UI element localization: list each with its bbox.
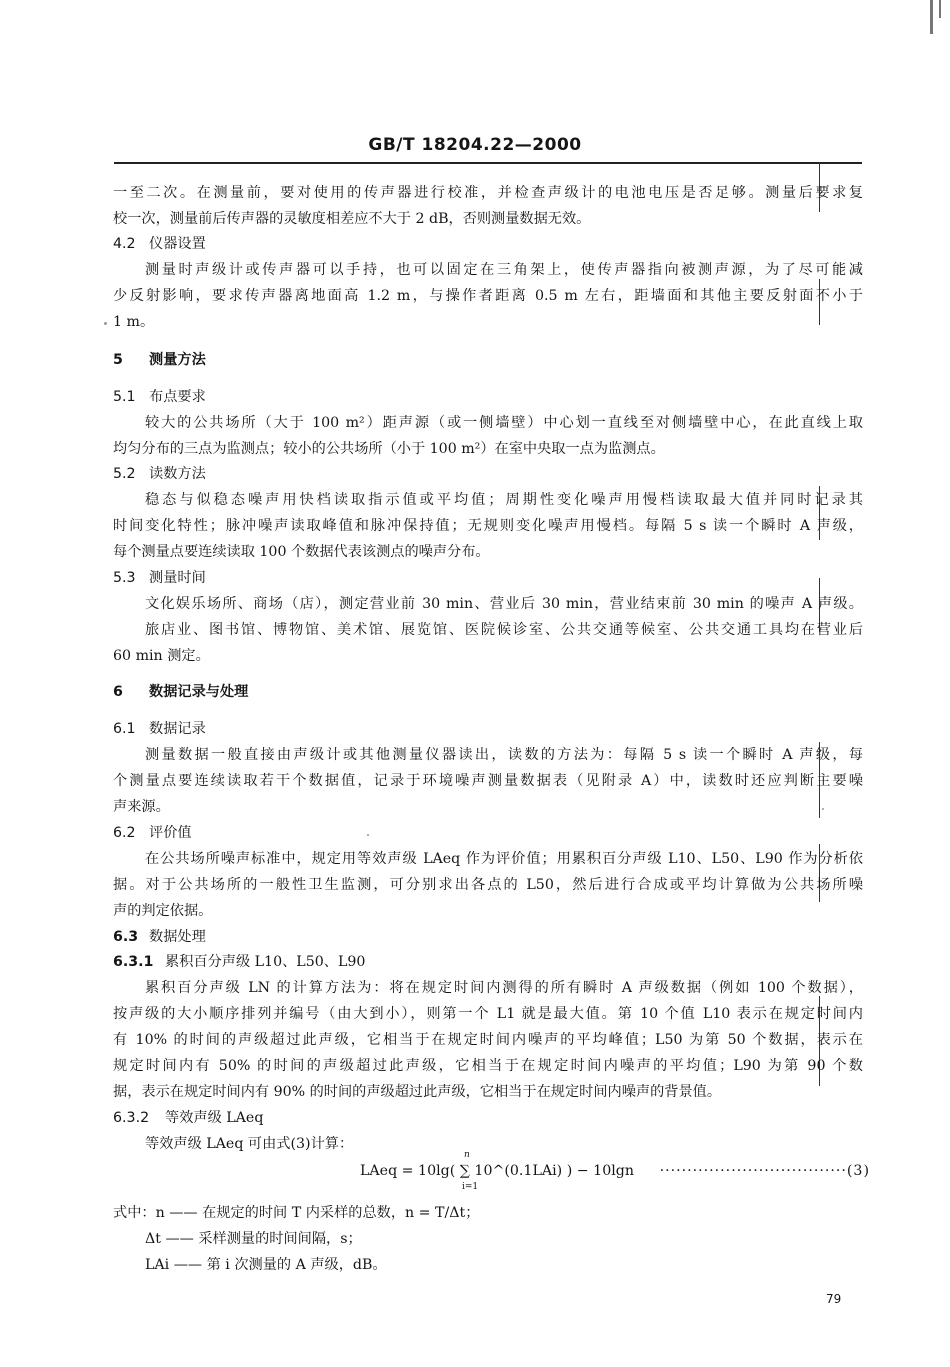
text-line: 时间变化特性；脉冲噪声读取峰值和脉冲保持值；无规则变化噪声用慢档。每隔 5 s 读一个瞬时 A 声级，: [113, 518, 863, 534]
section-heading-6: [113, 679, 248, 705]
section-number: 6.3: [113, 929, 139, 945]
text-line: 据。对于公共场所的一般性卫生监测，可分别求出各点的 L50，然后进行合成或平均计算做为公共场所噪: [113, 877, 863, 893]
section-heading-6-1: [113, 716, 206, 742]
standard-code-header: GB/T 18204.22—2000: [368, 135, 582, 155]
section-number: 4.2: [113, 236, 136, 252]
text-line: 声来源。: [113, 799, 170, 815]
section-number: 5.2: [113, 466, 136, 482]
section-number: 5.3: [113, 570, 136, 586]
section-heading-4-2: [113, 231, 206, 257]
text-line: 一至二次。在测量前，要对使用的传声器进行校准，并检查声级计的电池电压是否足够。测量后要求复: [113, 185, 863, 201]
section-title: 累积百分声级 L10、L50、L90: [165, 954, 366, 970]
equation-rhs: ) − 10lgn: [566, 1163, 634, 1179]
text-line: 测量时声级计或传声器可以手持，也可以固定在三角架上，使传声器指向被测声源，为了尽可能减: [145, 262, 863, 278]
section-number: 6.1: [113, 721, 136, 737]
text-line: 较大的公共场所（大于 100 m²）距声源（或一侧墙壁）中心划一直线至对侧墙壁中心，在此直线上取: [145, 415, 863, 431]
equation-3: [360, 1152, 870, 1196]
text-line: 测量数据一般直接由声级计或其他测量仪器读出，读数的方法为：每隔 5 s 读一个瞬时 A 声级，每: [145, 747, 863, 763]
section-title: 测量方法: [149, 352, 206, 368]
text-line: 累积百分声级 LN 的计算方法为：将在规定时间内测得的所有瞬时 A 声级数据（例如 100 个数据），: [145, 980, 863, 996]
text-line: 个测量点要连续读取若干个数据值，记录于环境噪声测量数据表（见附录 A）中，读数时还应判断主要噪: [113, 773, 863, 789]
scan-edge-mark: [930, 0, 933, 34]
section-title: 测量时间: [149, 570, 206, 586]
text-line: 均匀分布的三点为监测点；较小的公共场所（小于 100 m²）在室中央取一点为监测点。: [113, 441, 665, 457]
section-number: 6.3.1: [113, 954, 154, 970]
text-line: 文化娱乐场所、商场（店），测定营业前 30 min、营业后 30 min，营业结束前 30 min 的噪声 A 声级。: [145, 596, 863, 612]
section-number: 5: [113, 352, 123, 368]
equation-number: ··································(3): [659, 1163, 870, 1179]
text-line: 校一次，测量前后传声器的灵敏度相差应不大于 2 dB，否则测量数据无效。: [113, 211, 591, 227]
equation-lhs: LAeq = 10lg(: [360, 1163, 456, 1179]
equation-expression: [360, 1158, 634, 1184]
text-line: 规定时间内有 50% 的时间的声级超过此声级，它相当于在规定时间内噪声的平均值；L90 为第 90 个数: [113, 1058, 863, 1074]
section-title: 布点要求: [149, 389, 206, 405]
section-title: 读数方法: [149, 466, 206, 482]
definition-n: 式中：n —— 在规定的时间 T 内采样的总数，n = T/Δt；: [113, 1205, 480, 1221]
section-title: 数据记录: [149, 721, 206, 737]
text-line: 60 min 测定。: [113, 648, 210, 664]
text-line: 等效声级 LAeq 可由式(3)计算：: [145, 1136, 354, 1152]
text-line: 有 10% 的时间的声级超过此声级，它相当于在规定时间内噪声的平均峰值；L50 为第 50 个数据，表示在: [113, 1032, 863, 1048]
section-heading-5-1: [113, 384, 206, 410]
section-heading-5-3: [113, 565, 206, 591]
definition-delta-t: Δt —— 采样测量的时间间隔，s；: [145, 1231, 362, 1247]
text-line: 每个测量点要连续读取 100 个数据代表该测点的噪声分布。: [113, 544, 490, 560]
section-number: 6.2: [113, 825, 136, 841]
section-heading-6-2: [113, 820, 192, 846]
text-line: 据，表示在规定时间内有 90% 的时间的声级超过此声级，它相当于在规定时间内噪声的背景值。: [113, 1084, 722, 1100]
scan-speck: [104, 322, 107, 325]
definition-lai: LAi —— 第 i 次测量的 A 声级，dB。: [145, 1257, 387, 1273]
equation-sum-term: ∑ 10^(0.1LAi): [459, 1163, 563, 1179]
section-heading-6-3-2: [113, 1105, 263, 1131]
section-number: 6.3.2: [113, 1110, 150, 1126]
sum-upper-limit: n: [464, 1150, 470, 1160]
text-line: 声的判定依据。: [113, 903, 213, 919]
text-line: 少反射影响，要求传声器离地面高 1.2 m，与操作者距离 0.5 m 左右，距墙面和其他主要反射面不小于: [113, 288, 863, 304]
text-line: 1 m。: [113, 314, 155, 330]
section-title: 仪器设置: [149, 236, 206, 252]
section-number: 6: [113, 684, 123, 700]
header-rule: [114, 162, 862, 164]
sum-lower-limit: i=1: [462, 1182, 479, 1192]
text-line: 旅店业、图书馆、博物馆、美术馆、展览馆、医院候诊室、公共交通等候室、公共交通工具均在营业后: [145, 622, 863, 638]
section-number: 5.1: [113, 389, 136, 405]
section-title: 数据记录与处理: [149, 684, 249, 700]
section-title: 等效声级 LAeq: [165, 1110, 264, 1126]
page-number: 79: [826, 1292, 842, 1306]
text-line: 在公共场所噪声标准中，规定用等效声级 LAeq 作为评价值；用累积百分声级 L10、L50、L90 作为分析依: [145, 851, 863, 867]
section-heading-6-3: [113, 924, 206, 950]
scan-speck: [367, 834, 369, 836]
section-title: 数据处理: [149, 929, 206, 945]
text-line: 稳态与似稳态噪声用快档读取指示值或平均值；周期性变化噪声用慢档读取最大值并同时记录其: [145, 492, 863, 508]
section-heading-5: [113, 347, 206, 373]
section-heading-5-2: [113, 461, 206, 487]
section-heading-6-3-1: [113, 949, 365, 975]
section-title: 评价值: [149, 825, 192, 841]
text-line: 按声级的大小顺序排列并编号（由大到小），则第一个 L1 就是最大值。第 10 个值 L10 表示在规定时间内: [113, 1006, 863, 1022]
scan-edge-mark-2: [939, 0, 941, 18]
